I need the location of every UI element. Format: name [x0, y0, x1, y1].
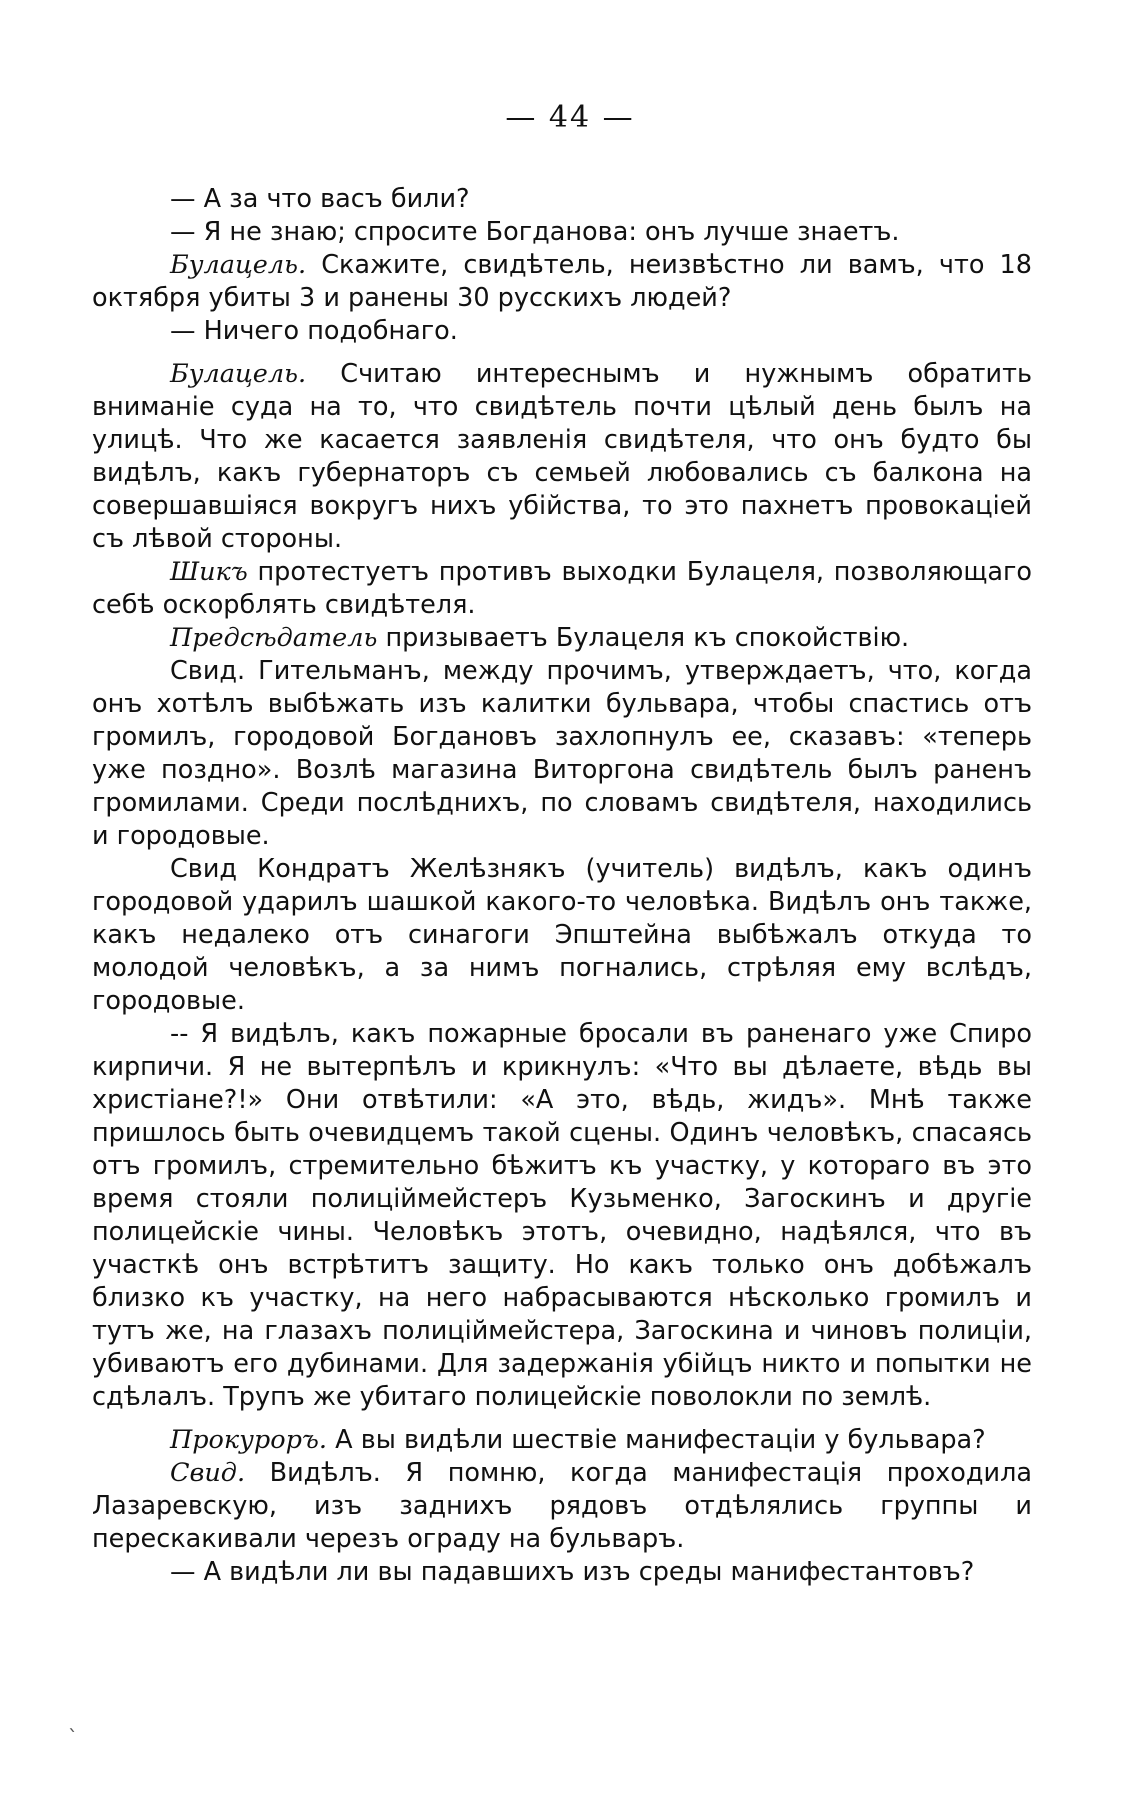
paragraph-11 [92, 1424, 1032, 1457]
paragraph-text: Скажите, свидѣтель, неизвѣстно ли вамъ, что 18 октября убиты 3 и ранены 30 русскихъ людей? [92, 250, 1032, 313]
paragraph-3 [92, 249, 1032, 315]
paragraph-7 [92, 622, 1032, 655]
paragraph-1 [92, 183, 1032, 216]
paragraph-text: -- Я видѣлъ, какъ пожарные бросали въ раненаго уже Спиро кирпичи. Я не вытерпѣлъ и крикнулъ: «Что вы дѣлаете, вѣдь вы христіане?!» Они отвѣтили: «А это, вѣдь, жидъ». Мнѣ также пришлось быть очевидцемъ такой сцены. Одинъ человѣкъ, спасаясь отъ громилъ, стремительно бѣжитъ къ участку, у котораго въ это время стояли полиціймейстеръ Кузьменко, Загоскинъ и другіе полицейскіе чины. Человѣкъ этотъ, очевидно, надѣялся, что въ участкѣ онъ встрѣтитъ защиту. Но какъ только онъ добѣжалъ близко къ участку, на него набрасываются нѣсколько громилъ и тутъ же, на глазахъ полиціймейстера, Загоскина и чиновъ полиціи, убиваютъ его дубинами. Для задержанія убійцъ никто и попытки не сдѣлалъ. Трупъ же убитаго полицейскіе поволокли по землѣ. [92, 1019, 1032, 1412]
paragraph-5 [92, 358, 1032, 556]
paragraph-text: — А видѣли ли вы падавшихъ изъ среды манифестантовъ? [170, 1557, 975, 1587]
paragraph-text: Свид. Гительманъ, между прочимъ, утверждаетъ, что, когда онъ хотѣлъ выбѣжать изъ калитки бульвара, чтобы спастись отъ громилъ, городовой Богдановъ захлопнулъ ее, сказавъ: «теперь уже поздно». Возлѣ магазина Виторгона свидѣтель былъ раненъ громилами. Среди послѣднихъ, по словамъ свидѣтеля, находились и городовые. [92, 656, 1032, 851]
paragraph-8 [92, 655, 1032, 853]
speaker: Шикъ [170, 557, 248, 587]
paragraph-6 [92, 556, 1032, 622]
paragraph-text: А вы видѣли шествіе манифестаціи у бульвара? [327, 1425, 986, 1455]
paragraph-2 [92, 216, 1032, 249]
page-number: — 44 — [505, 100, 635, 135]
paragraph-4 [92, 315, 1032, 348]
speaker: Прокуроръ. [170, 1425, 328, 1455]
paragraph-13 [92, 1556, 1032, 1589]
paragraph-12 [92, 1457, 1032, 1556]
speaker: Предсѣдатель [170, 623, 378, 653]
text-body [92, 183, 1032, 1589]
paragraph-text: призываетъ Булацеля къ спокойствію. [377, 623, 910, 653]
paragraph-9 [92, 853, 1032, 1018]
speaker: Булацель. [170, 359, 307, 389]
paragraph-text: — Я не знаю; спросите Богданова: онъ лучше знаетъ. [170, 217, 900, 247]
margin-mark: ˎ [68, 1708, 78, 1732]
paragraph-text: Считаю интереснымъ и нужнымъ обратить вниманіе суда на то, что свидѣтель почти цѣлый день былъ на улицѣ. Что же касается заявленія свидѣтеля, что онъ будто бы видѣлъ, какъ губернаторъ съ семьей любовались съ балкона на совершавшіяся вокругъ нихъ убійства, то это пахнетъ провокаціей съ лѣвой стороны. [92, 359, 1032, 554]
paragraph-text: Свид Кондратъ Желѣзнякъ (учитель) видѣлъ, какъ одинъ городовой ударилъ шашкой какого-то человѣка. Видѣлъ онъ также, какъ недалеко отъ синагоги Эпштейна выбѣжалъ откуда то молодой человѣкъ, а за нимъ погнались, стрѣляя ему вслѣдъ, городовые. [92, 854, 1032, 1016]
paragraph-text: — А за что васъ били? [170, 184, 470, 214]
speaker: Булацель. [170, 250, 307, 280]
paragraph-10 [92, 1018, 1032, 1414]
paragraph-text: — Ничего подобнаго. [170, 316, 458, 346]
paragraph-text: протестуетъ противъ выходки Булацеля, позволяющаго себѣ оскорблять свидѣтеля. [92, 557, 1032, 620]
speaker: Свид. [170, 1458, 246, 1488]
paragraph-text: Видѣлъ. Я помню, когда манифестація проходила Лазаревскую, изъ заднихъ рядовъ отдѣлялись группы и перескакивали черезъ ограду на бульваръ. [92, 1458, 1032, 1554]
